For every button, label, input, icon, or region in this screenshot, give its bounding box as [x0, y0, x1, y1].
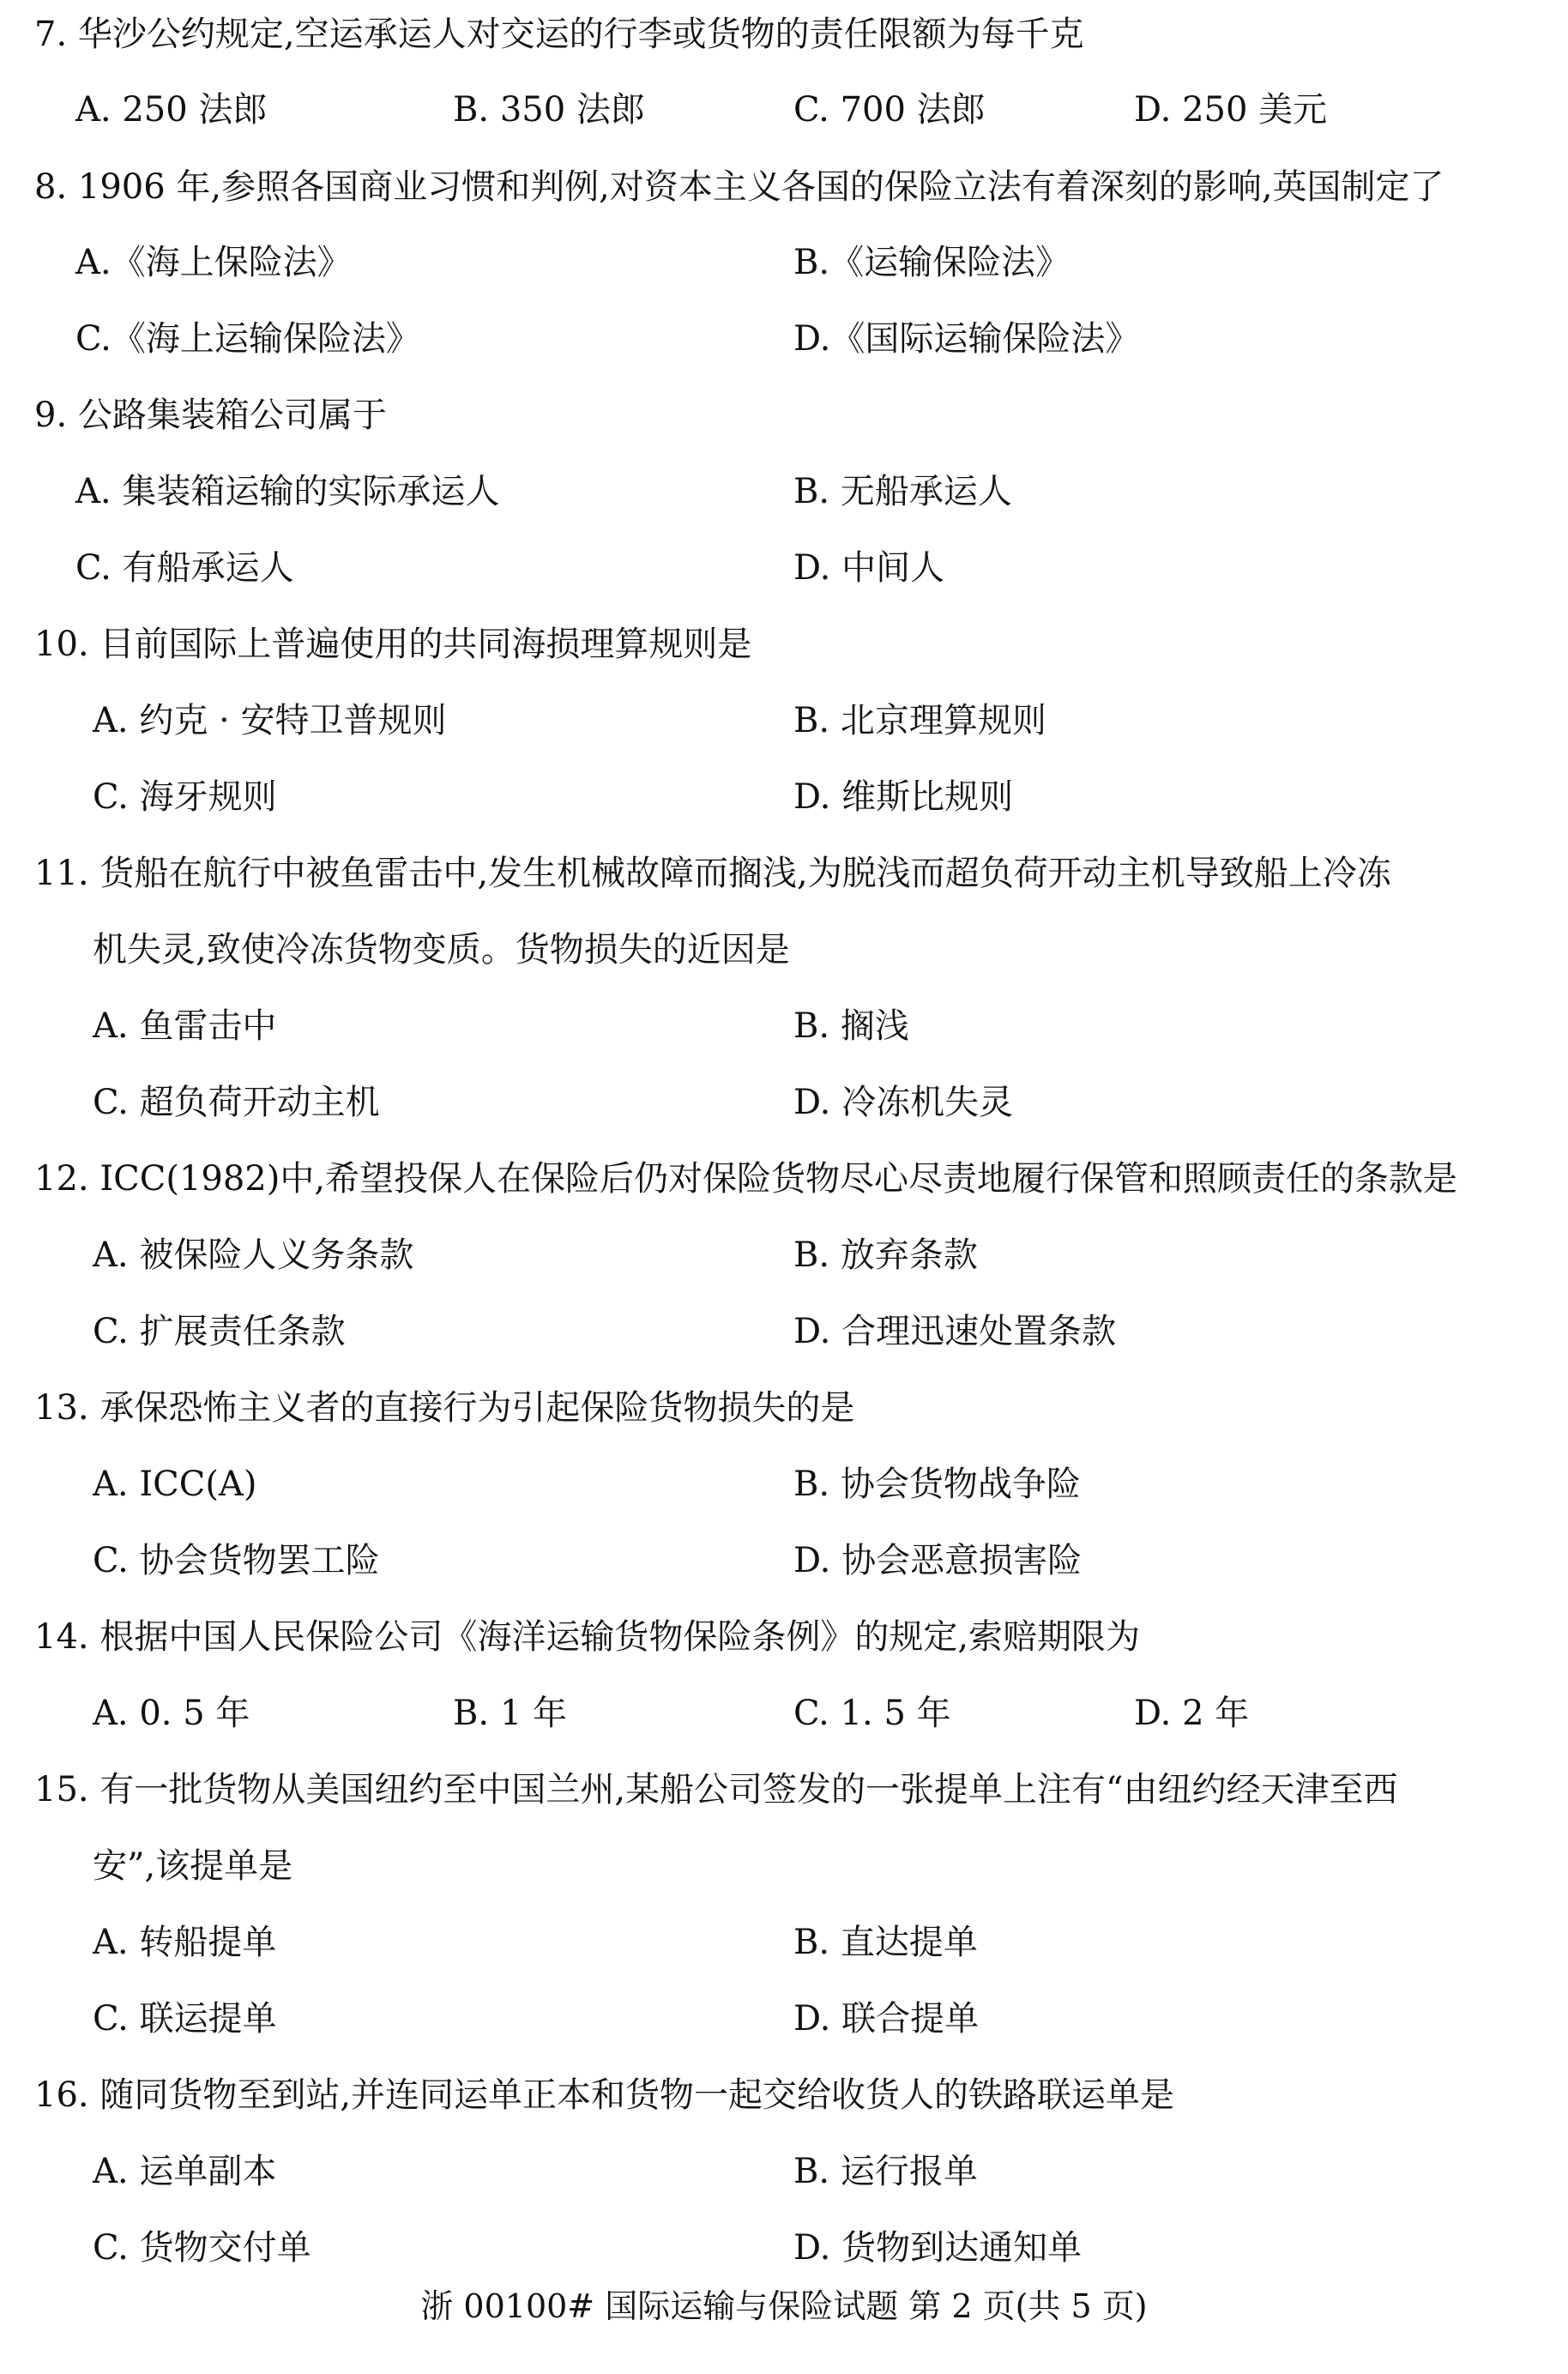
question-8-stem: 8. 1906 年,参照各国商业习惯和判例,对资本主义各国的保险立法有着深刻的影响,英国制定了: [34, 167, 1444, 207]
question-12-option-d: D. 合理迅速处置条款: [793, 1312, 1117, 1351]
question-9-option-b: B. 无船承运人: [793, 472, 1012, 511]
question-14-stem: 14. 根据中国人民保险公司《海洋运输货物保险条例》的规定,索赔期限为: [34, 1617, 1141, 1657]
question-16-option-b: B. 运行报单: [793, 2152, 978, 2191]
question-15-option-b: B. 直达提单: [793, 1923, 978, 1962]
question-8-option-d: D.《国际运输保险法》: [793, 319, 1140, 359]
question-9-option-a: A. 集装箱运输的实际承运人: [75, 472, 500, 511]
question-10-option-d: D. 维斯比规则: [793, 777, 1014, 817]
question-13-option-d: D. 协会恶意损害险: [793, 1541, 1083, 1580]
question-10-option-c: C. 海牙规则: [93, 777, 277, 817]
question-15-option-d: D. 联合提单: [793, 1999, 980, 2039]
question-14-option-c: C. 1. 5 年: [793, 1694, 951, 1733]
page-footer: 浙 00100# 国际运输与保险试题 第 2 页(共 5 页): [420, 2287, 1148, 2325]
question-14-option-a: A. 0. 5 年: [93, 1694, 250, 1733]
question-10-option-b: B. 北京理算规则: [793, 701, 1046, 740]
question-9-stem: 9. 公路集装箱公司属于: [34, 396, 387, 435]
question-13-option-a: A. ICC(A): [93, 1465, 257, 1504]
question-12-stem: 12. ICC(1982)中,希望投保人在保险后仍对保险货物尽心尽责地履行保管和照顾责任的条款是: [34, 1159, 1458, 1199]
question-12-option-c: C. 扩展责任条款: [93, 1312, 346, 1351]
question-16-option-c: C. 货物交付单: [93, 2228, 311, 2268]
question-7-option-d: D. 250 美元: [1134, 90, 1328, 130]
question-16-option-a: A. 运单副本: [93, 2152, 277, 2191]
question-16-option-d: D. 货物到达通知单: [793, 2228, 1083, 2268]
question-14-option-d: D. 2 年: [1134, 1694, 1250, 1733]
question-13-option-c: C. 协会货物罢工险: [93, 1541, 380, 1580]
question-7-stem: 7. 华沙公约规定,空运承运人对交运的行李或货物的责任限额为每千克: [34, 15, 1084, 54]
question-11-option-d: D. 冷冻机失灵: [793, 1083, 1014, 1122]
question-15-option-a: A. 转船提单: [93, 1923, 277, 1962]
question-15-option-c: C. 联运提单: [93, 1999, 277, 2039]
question-10-stem: 10. 目前国际上普遍使用的共同海损理算规则是: [34, 625, 752, 664]
question-7-option-c: C. 700 法郎: [793, 90, 986, 130]
question-14-option-b: B. 1 年: [453, 1694, 567, 1733]
question-15-stem: 15. 有一批货物从美国纽约至中国兰州,某船公司签发的一张提单上注有“由纽约经天津至西: [34, 1770, 1398, 1809]
question-11-option-a: A. 鱼雷击中: [93, 1006, 277, 1046]
question-16-stem: 16. 随同货物至到站,并连同运单正本和货物一起交给收货人的铁路联运单是: [34, 2075, 1175, 2115]
question-11-option-c: C. 超负荷开动主机: [93, 1083, 380, 1122]
question-9-option-d: D. 中间人: [793, 548, 945, 588]
question-8-option-b: B.《运输保险法》: [793, 243, 1070, 282]
question-15-stem-continued: 安”,该提单是: [93, 1846, 293, 1886]
question-7-option-a: A. 250 法郎: [75, 90, 268, 130]
question-13-stem: 13. 承保恐怖主义者的直接行为引起保险货物损失的是: [34, 1388, 855, 1428]
question-12-option-a: A. 被保险人义务条款: [93, 1235, 414, 1275]
question-7-option-b: B. 350 法郎: [453, 90, 645, 130]
question-8-option-c: C.《海上运输保险法》: [75, 319, 420, 359]
question-9-option-c: C. 有船承运人: [75, 548, 294, 588]
question-11-stem-continued: 机失灵,致使冷冻货物变质。货物损失的近因是: [93, 930, 790, 970]
question-10-option-a: A. 约克 · 安特卫普规则: [93, 701, 447, 740]
question-8-option-a: A.《海上保险法》: [75, 243, 352, 282]
question-11-stem: 11. 货船在航行中被鱼雷击中,发生机械故障而搁浅,为脱浅而超负荷开动主机导致船上冷冻: [34, 854, 1391, 893]
question-12-option-b: B. 放弃条款: [793, 1235, 978, 1275]
question-13-option-b: B. 协会货物战争险: [793, 1465, 1081, 1504]
question-11-option-b: B. 搁浅: [793, 1006, 909, 1046]
